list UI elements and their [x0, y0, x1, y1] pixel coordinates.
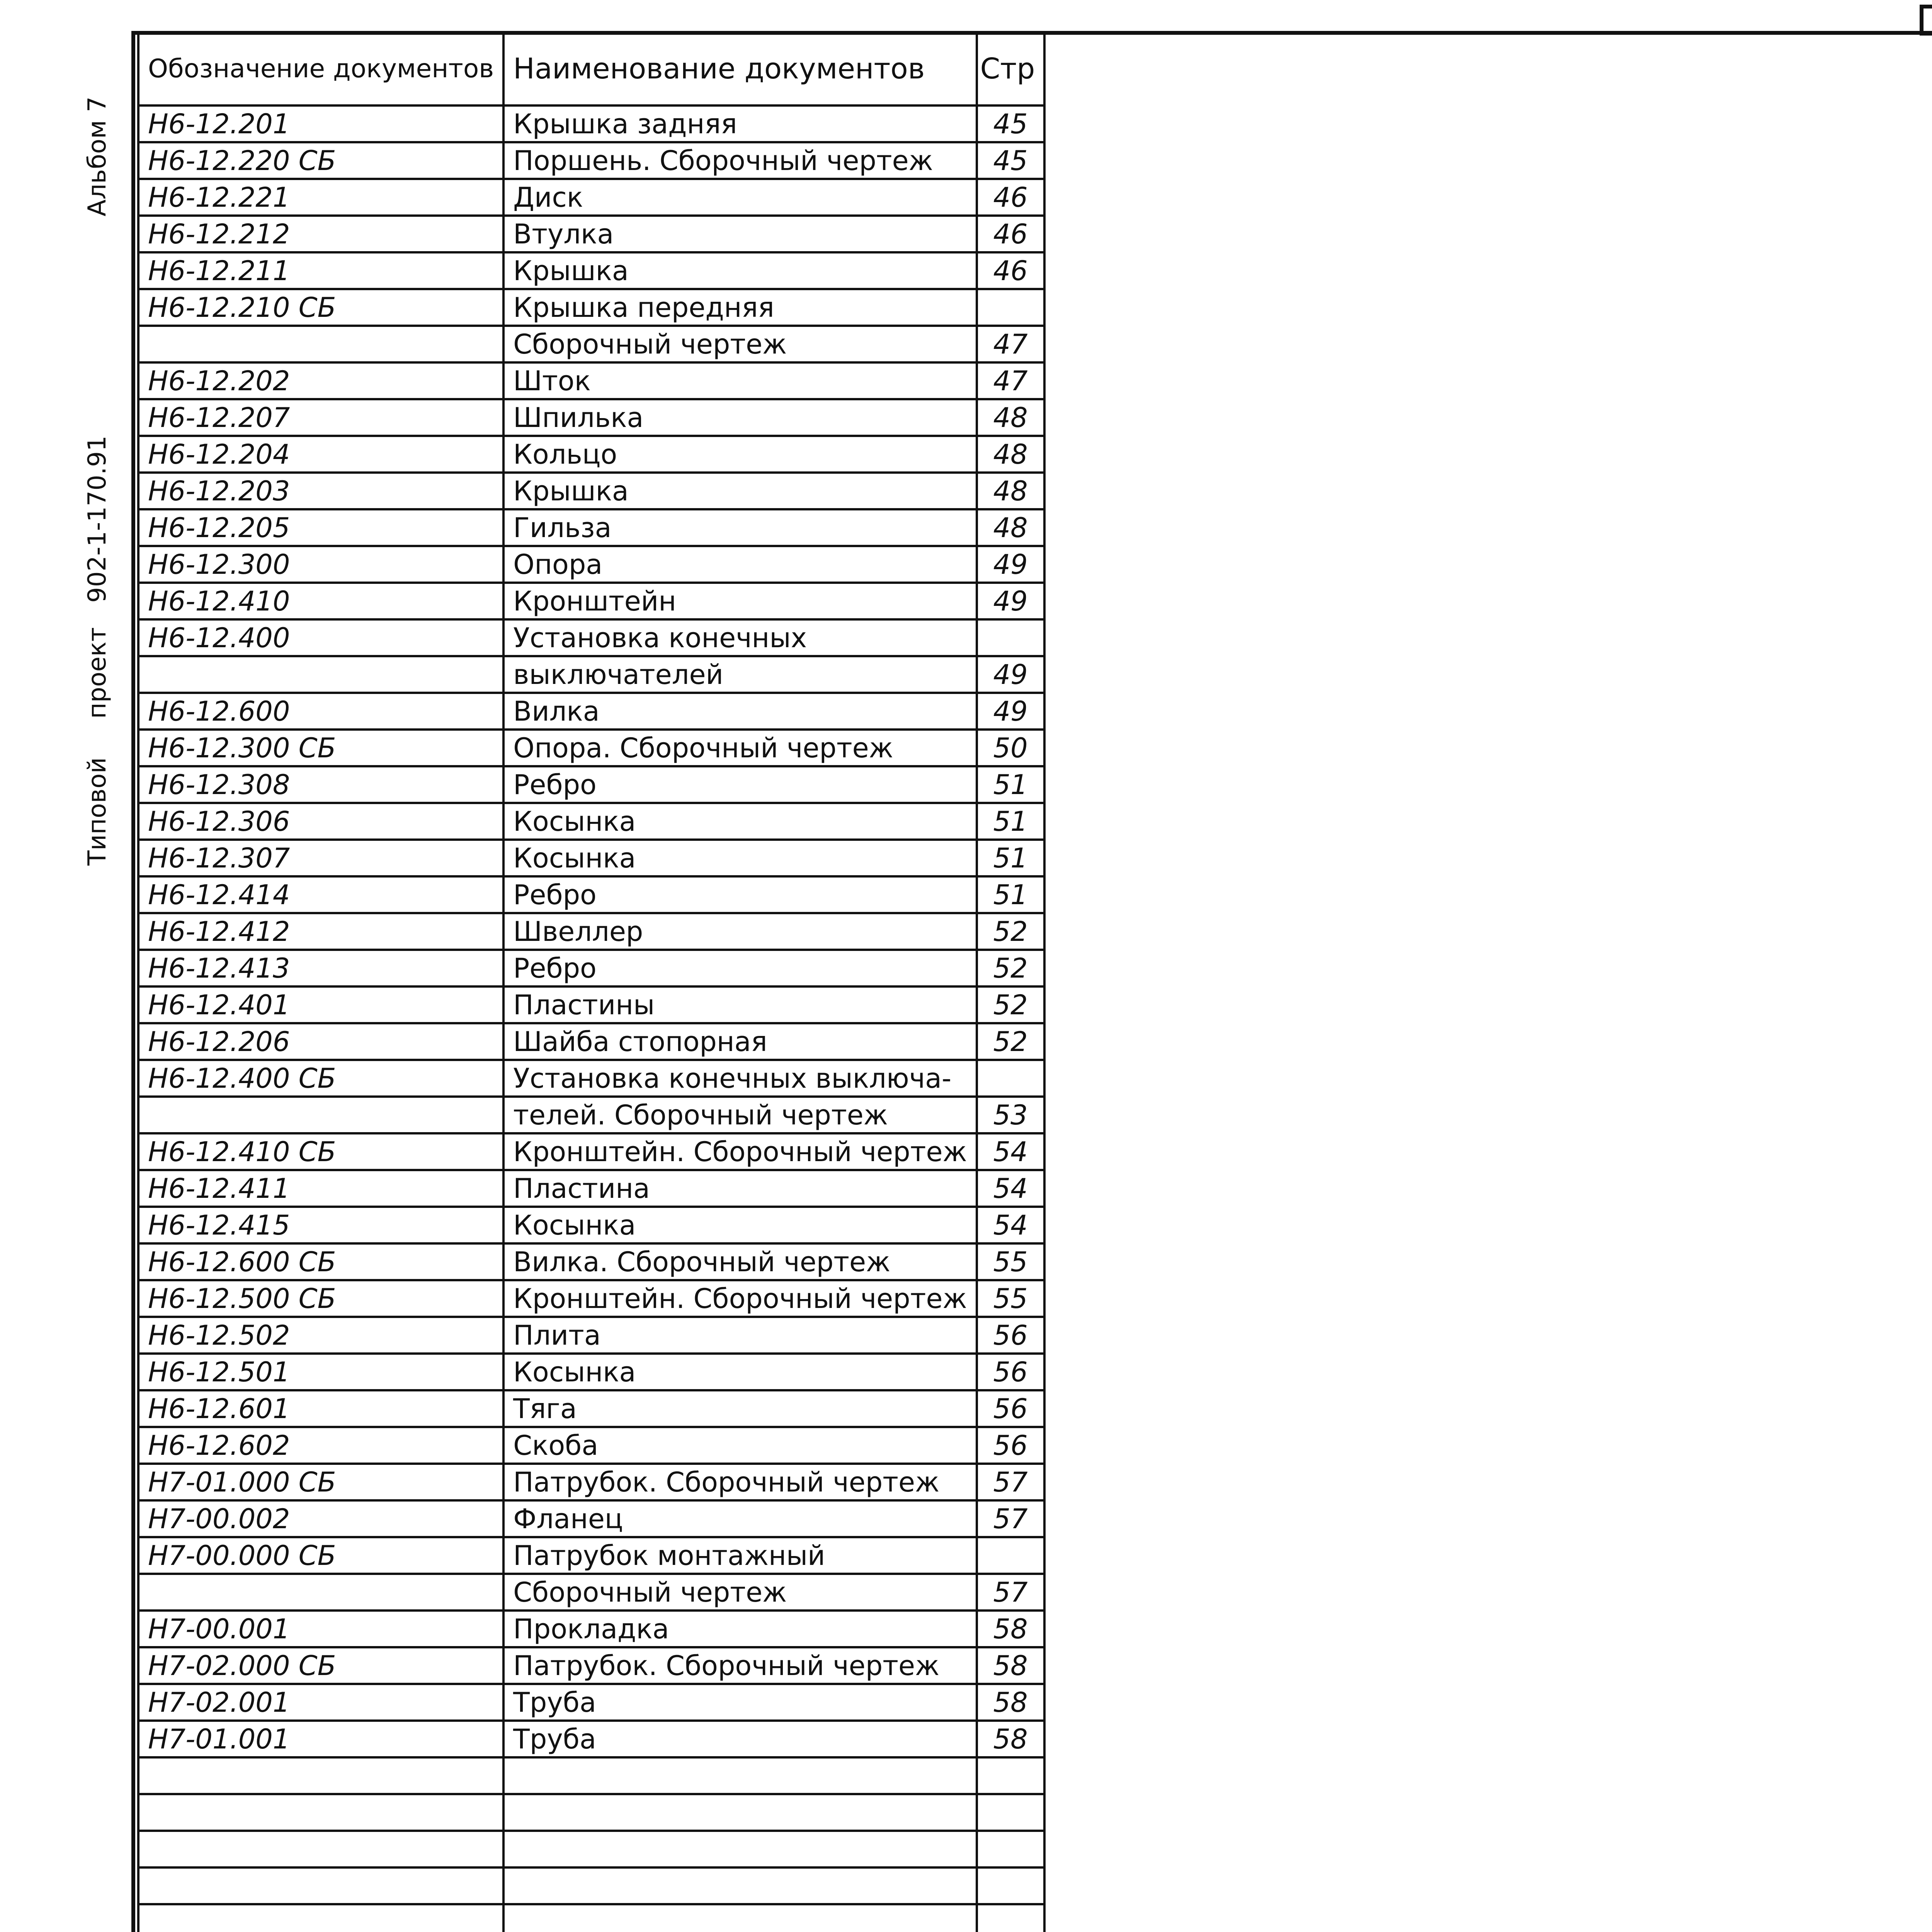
row-page: 56	[977, 1354, 1044, 1390]
documents-table	[137, 31, 1932, 1932]
row-page: 46	[977, 179, 1044, 216]
side-project-number: 902-1-170.91	[83, 435, 112, 603]
row-page: 49	[977, 546, 1044, 583]
row-designation: Н6-12.401	[138, 986, 503, 1023]
row-designation: Н6-12.211	[138, 252, 503, 289]
row-name: Кронштейн. Сборочный чертеж	[503, 1280, 976, 1317]
row-designation: Н6-12.212	[138, 216, 503, 252]
header-blank	[1044, 32, 1932, 105]
row-name	[503, 1904, 976, 1932]
row-page: 49	[977, 656, 1044, 693]
row-page: 48	[977, 509, 1044, 546]
row-page: 58	[977, 1611, 1044, 1647]
row-name: Крышка передняя	[503, 289, 976, 326]
row-designation: Н6-12.308	[138, 766, 503, 803]
row-page: 52	[977, 913, 1044, 950]
row-page: 48	[977, 399, 1044, 436]
row-page: 56	[977, 1390, 1044, 1427]
row-designation	[138, 1867, 503, 1904]
row-designation: Н6-12.601	[138, 1390, 503, 1427]
row-page: 46	[977, 252, 1044, 289]
row-designation: Н7-00.001	[138, 1611, 503, 1647]
row-page: 52	[977, 986, 1044, 1023]
row-designation: Н6-12.602	[138, 1427, 503, 1464]
row-page: 57	[977, 1574, 1044, 1611]
row-designation: Н6-12.502	[138, 1317, 503, 1354]
row-page: 51	[977, 803, 1044, 840]
row-name: Пластины	[503, 986, 976, 1023]
row-page: 46	[977, 216, 1044, 252]
frame-left-line	[131, 31, 135, 1932]
row-page: 45	[977, 142, 1044, 179]
table-row	[138, 105, 1932, 142]
row-name: Ребро	[503, 950, 976, 986]
row-designation	[138, 326, 503, 362]
row-name: Косынка	[503, 1354, 976, 1390]
row-page: 48	[977, 436, 1044, 473]
row-name	[503, 1757, 976, 1794]
row-name: Плита	[503, 1317, 976, 1354]
row-name: Поршень. Сборочный чертеж	[503, 142, 976, 179]
side-proekt: проект	[83, 627, 112, 719]
row-name: Косынка	[503, 803, 976, 840]
table-header-row	[138, 32, 1932, 105]
row-name: Ребро	[503, 766, 976, 803]
row-designation: Н6-12.206	[138, 1023, 503, 1060]
row-designation: Н6-12.201	[138, 105, 503, 142]
row-designation	[138, 1794, 503, 1831]
row-name: Патрубок. Сборочный чертеж	[503, 1464, 976, 1500]
row-page	[977, 289, 1044, 326]
row-designation	[138, 1904, 503, 1932]
row-name: Гильза	[503, 509, 976, 546]
row-page: 57	[977, 1500, 1044, 1537]
row-designation: Н6-12.410 СБ	[138, 1133, 503, 1170]
row-page: 50	[977, 730, 1044, 766]
row-designation: Н6-12.307	[138, 840, 503, 876]
row-name: Тяга	[503, 1390, 976, 1427]
row-designation: Н7-02.001	[138, 1684, 503, 1721]
row-name: Кронштейн	[503, 583, 976, 619]
row-name: Косынка	[503, 840, 976, 876]
row-name: Шток	[503, 362, 976, 399]
row-name	[503, 1794, 976, 1831]
row-page: 54	[977, 1170, 1044, 1207]
row-designation: Н6-12.410	[138, 583, 503, 619]
row-name: Кольцо	[503, 436, 976, 473]
row-designation: Н6-12.411	[138, 1170, 503, 1207]
row-designation: Н6-12.400	[138, 619, 503, 656]
side-album: Альбом 7	[83, 96, 112, 216]
row-designation: Н6-12.400 СБ	[138, 1060, 503, 1097]
row-page: 56	[977, 1427, 1044, 1464]
row-page: 55	[977, 1243, 1044, 1280]
row-designation: Н6-12.600	[138, 693, 503, 730]
row-designation	[138, 1757, 503, 1794]
row-page: 51	[977, 766, 1044, 803]
row-page	[977, 1867, 1044, 1904]
row-name: Патрубок. Сборочный чертеж	[503, 1647, 976, 1684]
row-name: Швеллер	[503, 913, 976, 950]
header-name: Наименование документов	[503, 32, 976, 105]
row-page: 58	[977, 1721, 1044, 1757]
row-page: 54	[977, 1133, 1044, 1170]
row-page	[977, 1537, 1044, 1574]
row-designation: Н6-12.202	[138, 362, 503, 399]
row-page	[977, 1794, 1044, 1831]
row-name: Ребро	[503, 876, 976, 913]
row-designation: Н6-12.412	[138, 913, 503, 950]
row-name: Шайба стопорная	[503, 1023, 976, 1060]
row-page: 54	[977, 1207, 1044, 1243]
row-page: 55	[977, 1280, 1044, 1317]
row-page: 58	[977, 1684, 1044, 1721]
row-name: Вилка. Сборочный чертеж	[503, 1243, 976, 1280]
row-designation	[138, 1097, 503, 1133]
row-designation: Н6-12.207	[138, 399, 503, 436]
row-page: 51	[977, 876, 1044, 913]
row-name: Шпилька	[503, 399, 976, 436]
row-name: Опора	[503, 546, 976, 583]
row-name: Скоба	[503, 1427, 976, 1464]
row-page	[977, 1060, 1044, 1097]
row-designation: Н6-12.415	[138, 1207, 503, 1243]
row-name: Пластина	[503, 1170, 976, 1207]
row-page: 53	[977, 1097, 1044, 1133]
row-designation	[138, 1831, 503, 1867]
row-name: телей. Сборочный чертеж	[503, 1097, 976, 1133]
row-name: Патрубок монтажный	[503, 1537, 976, 1574]
row-page: 47	[977, 326, 1044, 362]
row-page: 47	[977, 362, 1044, 399]
row-designation: Н6-12.413	[138, 950, 503, 986]
row-name: Опора. Сборочный чертеж	[503, 730, 976, 766]
side-type: Типовой	[83, 757, 112, 866]
row-designation: Н6-12.306	[138, 803, 503, 840]
row-page: 45	[977, 105, 1044, 142]
row-page: 49	[977, 583, 1044, 619]
row-page: 48	[977, 473, 1044, 509]
row-name: выключателей	[503, 656, 976, 693]
row-name	[503, 1867, 976, 1904]
row-name	[503, 1831, 976, 1867]
row-designation: Н6-12.300 СБ	[138, 730, 503, 766]
row-page: 58	[977, 1647, 1044, 1684]
row-name: Вилка	[503, 693, 976, 730]
row-name: Косынка	[503, 1207, 976, 1243]
row-designation: Н6-12.500 СБ	[138, 1280, 503, 1317]
row-designation: Н7-00.000 СБ	[138, 1537, 503, 1574]
table-body	[138, 105, 1932, 1932]
header-designation: Обозначение документов	[138, 32, 503, 105]
header-page: Стр	[977, 32, 1044, 105]
row-designation: Н6-12.414	[138, 876, 503, 913]
row-designation: Н6-12.600 СБ	[138, 1243, 503, 1280]
row-designation: Н7-01.000 СБ	[138, 1464, 503, 1500]
row-name: Установка конечных выключа-	[503, 1060, 976, 1097]
row-name: Прокладка	[503, 1611, 976, 1647]
row-page: 52	[977, 950, 1044, 986]
row-page: 52	[977, 1023, 1044, 1060]
row-designation: Н6-12.204	[138, 436, 503, 473]
row-name: Диск	[503, 179, 976, 216]
row-page: 57	[977, 1464, 1044, 1500]
row-designation	[138, 656, 503, 693]
row-name: Установка конечных	[503, 619, 976, 656]
row-designation: Н7-01.001	[138, 1721, 503, 1757]
row-name: Крышка	[503, 252, 976, 289]
row-name: Сборочный чертеж	[503, 1574, 976, 1611]
row-designation: Н7-02.000 СБ	[138, 1647, 503, 1684]
row-name: Труба	[503, 1684, 976, 1721]
row-name: Кронштейн. Сборочный чертеж	[503, 1133, 976, 1170]
row-page: 56	[977, 1317, 1044, 1354]
row-page: 49	[977, 693, 1044, 730]
row-designation: Н6-12.300	[138, 546, 503, 583]
row-name: Крышка	[503, 473, 976, 509]
row-designation: Н6-12.221	[138, 179, 503, 216]
row-designation	[138, 1574, 503, 1611]
row-designation: Н6-12.501	[138, 1354, 503, 1390]
row-designation: Н6-12.220 СБ	[138, 142, 503, 179]
row-name: Фланец	[503, 1500, 976, 1537]
row-page	[977, 1757, 1044, 1794]
row-name: Труба	[503, 1721, 976, 1757]
row-page	[977, 1831, 1044, 1867]
row-page: 51	[977, 840, 1044, 876]
row-name: Втулка	[503, 216, 976, 252]
row-name: Сборочный чертеж	[503, 326, 976, 362]
row-page	[977, 619, 1044, 656]
row-page	[977, 1904, 1044, 1932]
row-designation: Н6-12.203	[138, 473, 503, 509]
row-name: Крышка задняя	[503, 105, 976, 142]
row-designation: Н6-12.210 СБ	[138, 289, 503, 326]
row-designation: Н6-12.205	[138, 509, 503, 546]
row-designation: Н7-00.002	[138, 1500, 503, 1537]
blank-area	[1044, 105, 1932, 1932]
